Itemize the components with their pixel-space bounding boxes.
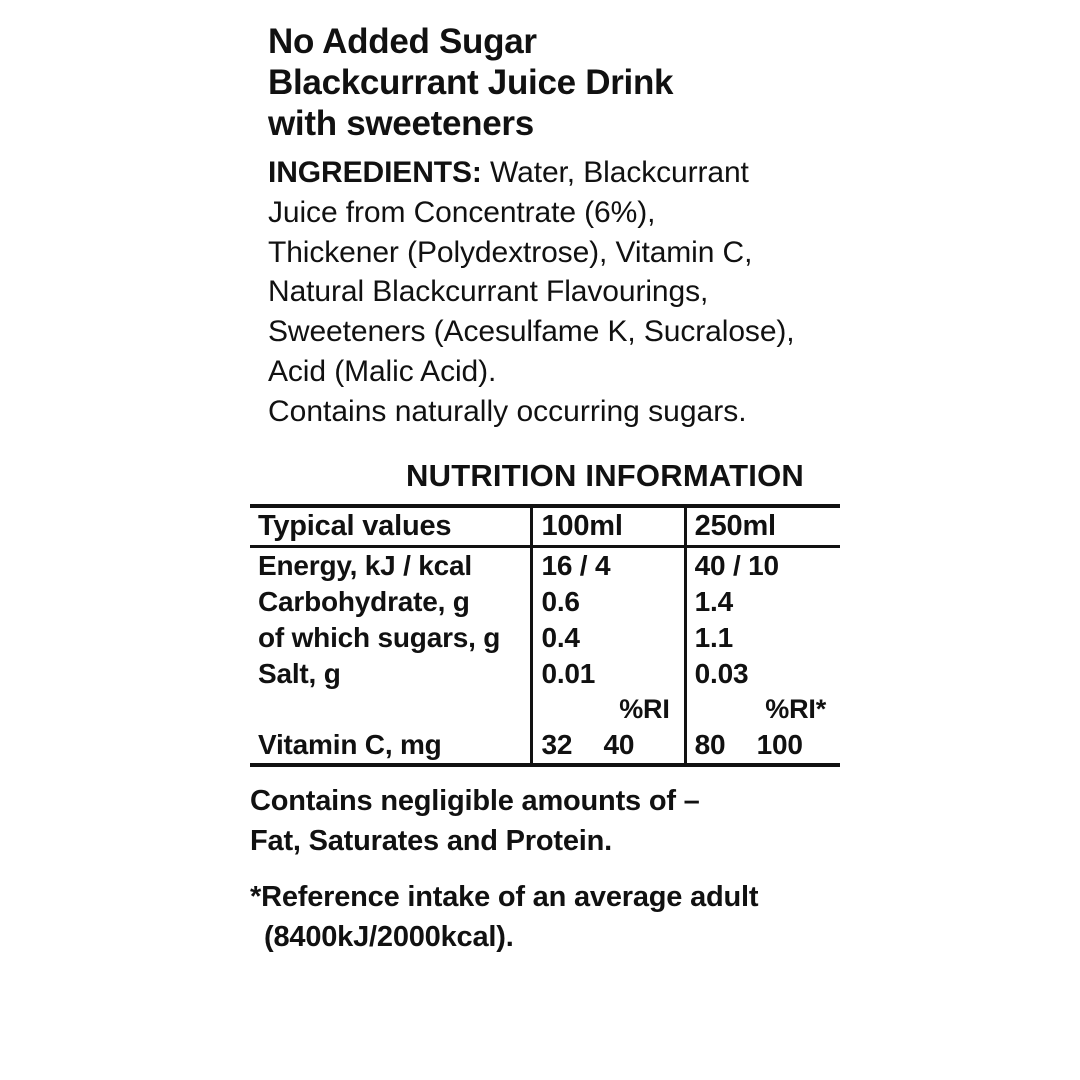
row-value-energy-250ml: 40 / 10 (685, 547, 840, 585)
ingredients-first-line (268, 153, 1020, 193)
footnote-reference-line-2: (8400kJ/2000kcal). (264, 921, 514, 954)
vitamin-c-100ml-amount: 32 (541, 729, 573, 761)
footnote-negligible-line-2: Fat, Saturates and Protein. (250, 825, 613, 858)
ingredients-line-5: Sweeteners (Acesulfame K, Sucralose), (268, 315, 795, 349)
ri-header-100ml: %RI (532, 692, 685, 727)
vitamin-c-250ml-amount: 80 (694, 729, 726, 761)
footnote-reference-intake (250, 877, 1020, 957)
nutrition-table-wrapper (250, 504, 840, 767)
vitamin-c-100ml-ri: 40 (603, 729, 635, 761)
ingredients-line-1: Water, Blackcurrant (481, 155, 749, 189)
table-row (250, 584, 840, 620)
table-row-ri-header (250, 692, 840, 727)
row-value-salt-250ml: 0.03 (685, 656, 840, 692)
ingredients-line-4: Natural Blackcurrant Flavourings, (268, 275, 709, 309)
row-label-vitamin-c: Vitamin C, mg (250, 727, 532, 765)
ingredients-line-6: Acid (Malic Acid). (268, 355, 497, 389)
footnotes (250, 781, 1020, 957)
product-title-line-1: No Added Sugar (268, 22, 537, 61)
column-header-typical-values: Typical values (250, 506, 532, 547)
footnote-reference-line-1: *Reference intake of an average adult (250, 881, 759, 914)
row-label-sugars: of which sugars, g (258, 622, 501, 654)
column-header-100ml: 100ml (532, 506, 685, 547)
product-title-line-3: with sweeteners (268, 103, 534, 143)
ingredients-line-2: Juice from Concentrate (6%), (268, 195, 656, 229)
ri-row-label (250, 692, 532, 727)
row-label-carbohydrate: Carbohydrate, g (258, 586, 470, 618)
row-label-energy: Energy, kJ / kcal (258, 550, 472, 582)
row-value-carbohydrate-100ml: 0.6 (532, 584, 685, 620)
product-title (268, 22, 1020, 145)
vitamin-c-250ml-ri: 100 (756, 729, 803, 761)
table-row (250, 547, 840, 585)
nutrition-table (250, 504, 840, 767)
row-value-vitamin-c-250ml (685, 727, 840, 765)
product-title-line-2: Blackcurrant Juice Drink (268, 62, 674, 102)
ingredients-block (268, 153, 1020, 392)
ingredients-line-3: Thickener (Polydextrose), Vitamin C, (268, 235, 753, 269)
table-header-row (250, 506, 840, 547)
table-row (250, 656, 840, 692)
nutrition-heading: NUTRITION INFORMATION (406, 458, 804, 494)
row-value-energy-100ml: 16 / 4 (532, 547, 685, 585)
table-row-vitamin-c (250, 727, 840, 765)
footnote-negligible-line-1: Contains negligible amounts of – (250, 785, 700, 818)
row-label-salt: Salt, g (258, 658, 341, 690)
footnote-negligible (250, 781, 1020, 861)
table-row (250, 620, 840, 656)
row-value-sugars-100ml: 0.4 (532, 620, 685, 656)
ri-header-250ml: %RI* (685, 692, 840, 727)
column-header-250ml: 250ml (685, 506, 840, 547)
row-value-sugars-250ml: 1.1 (685, 620, 840, 656)
row-value-salt-100ml: 0.01 (532, 656, 685, 692)
ingredients-note: Contains naturally occurring sugars. (268, 395, 747, 429)
row-value-vitamin-c-100ml (532, 727, 685, 765)
ingredients-label: INGREDIENTS: (268, 155, 482, 189)
row-value-carbohydrate-250ml: 1.4 (685, 584, 840, 620)
